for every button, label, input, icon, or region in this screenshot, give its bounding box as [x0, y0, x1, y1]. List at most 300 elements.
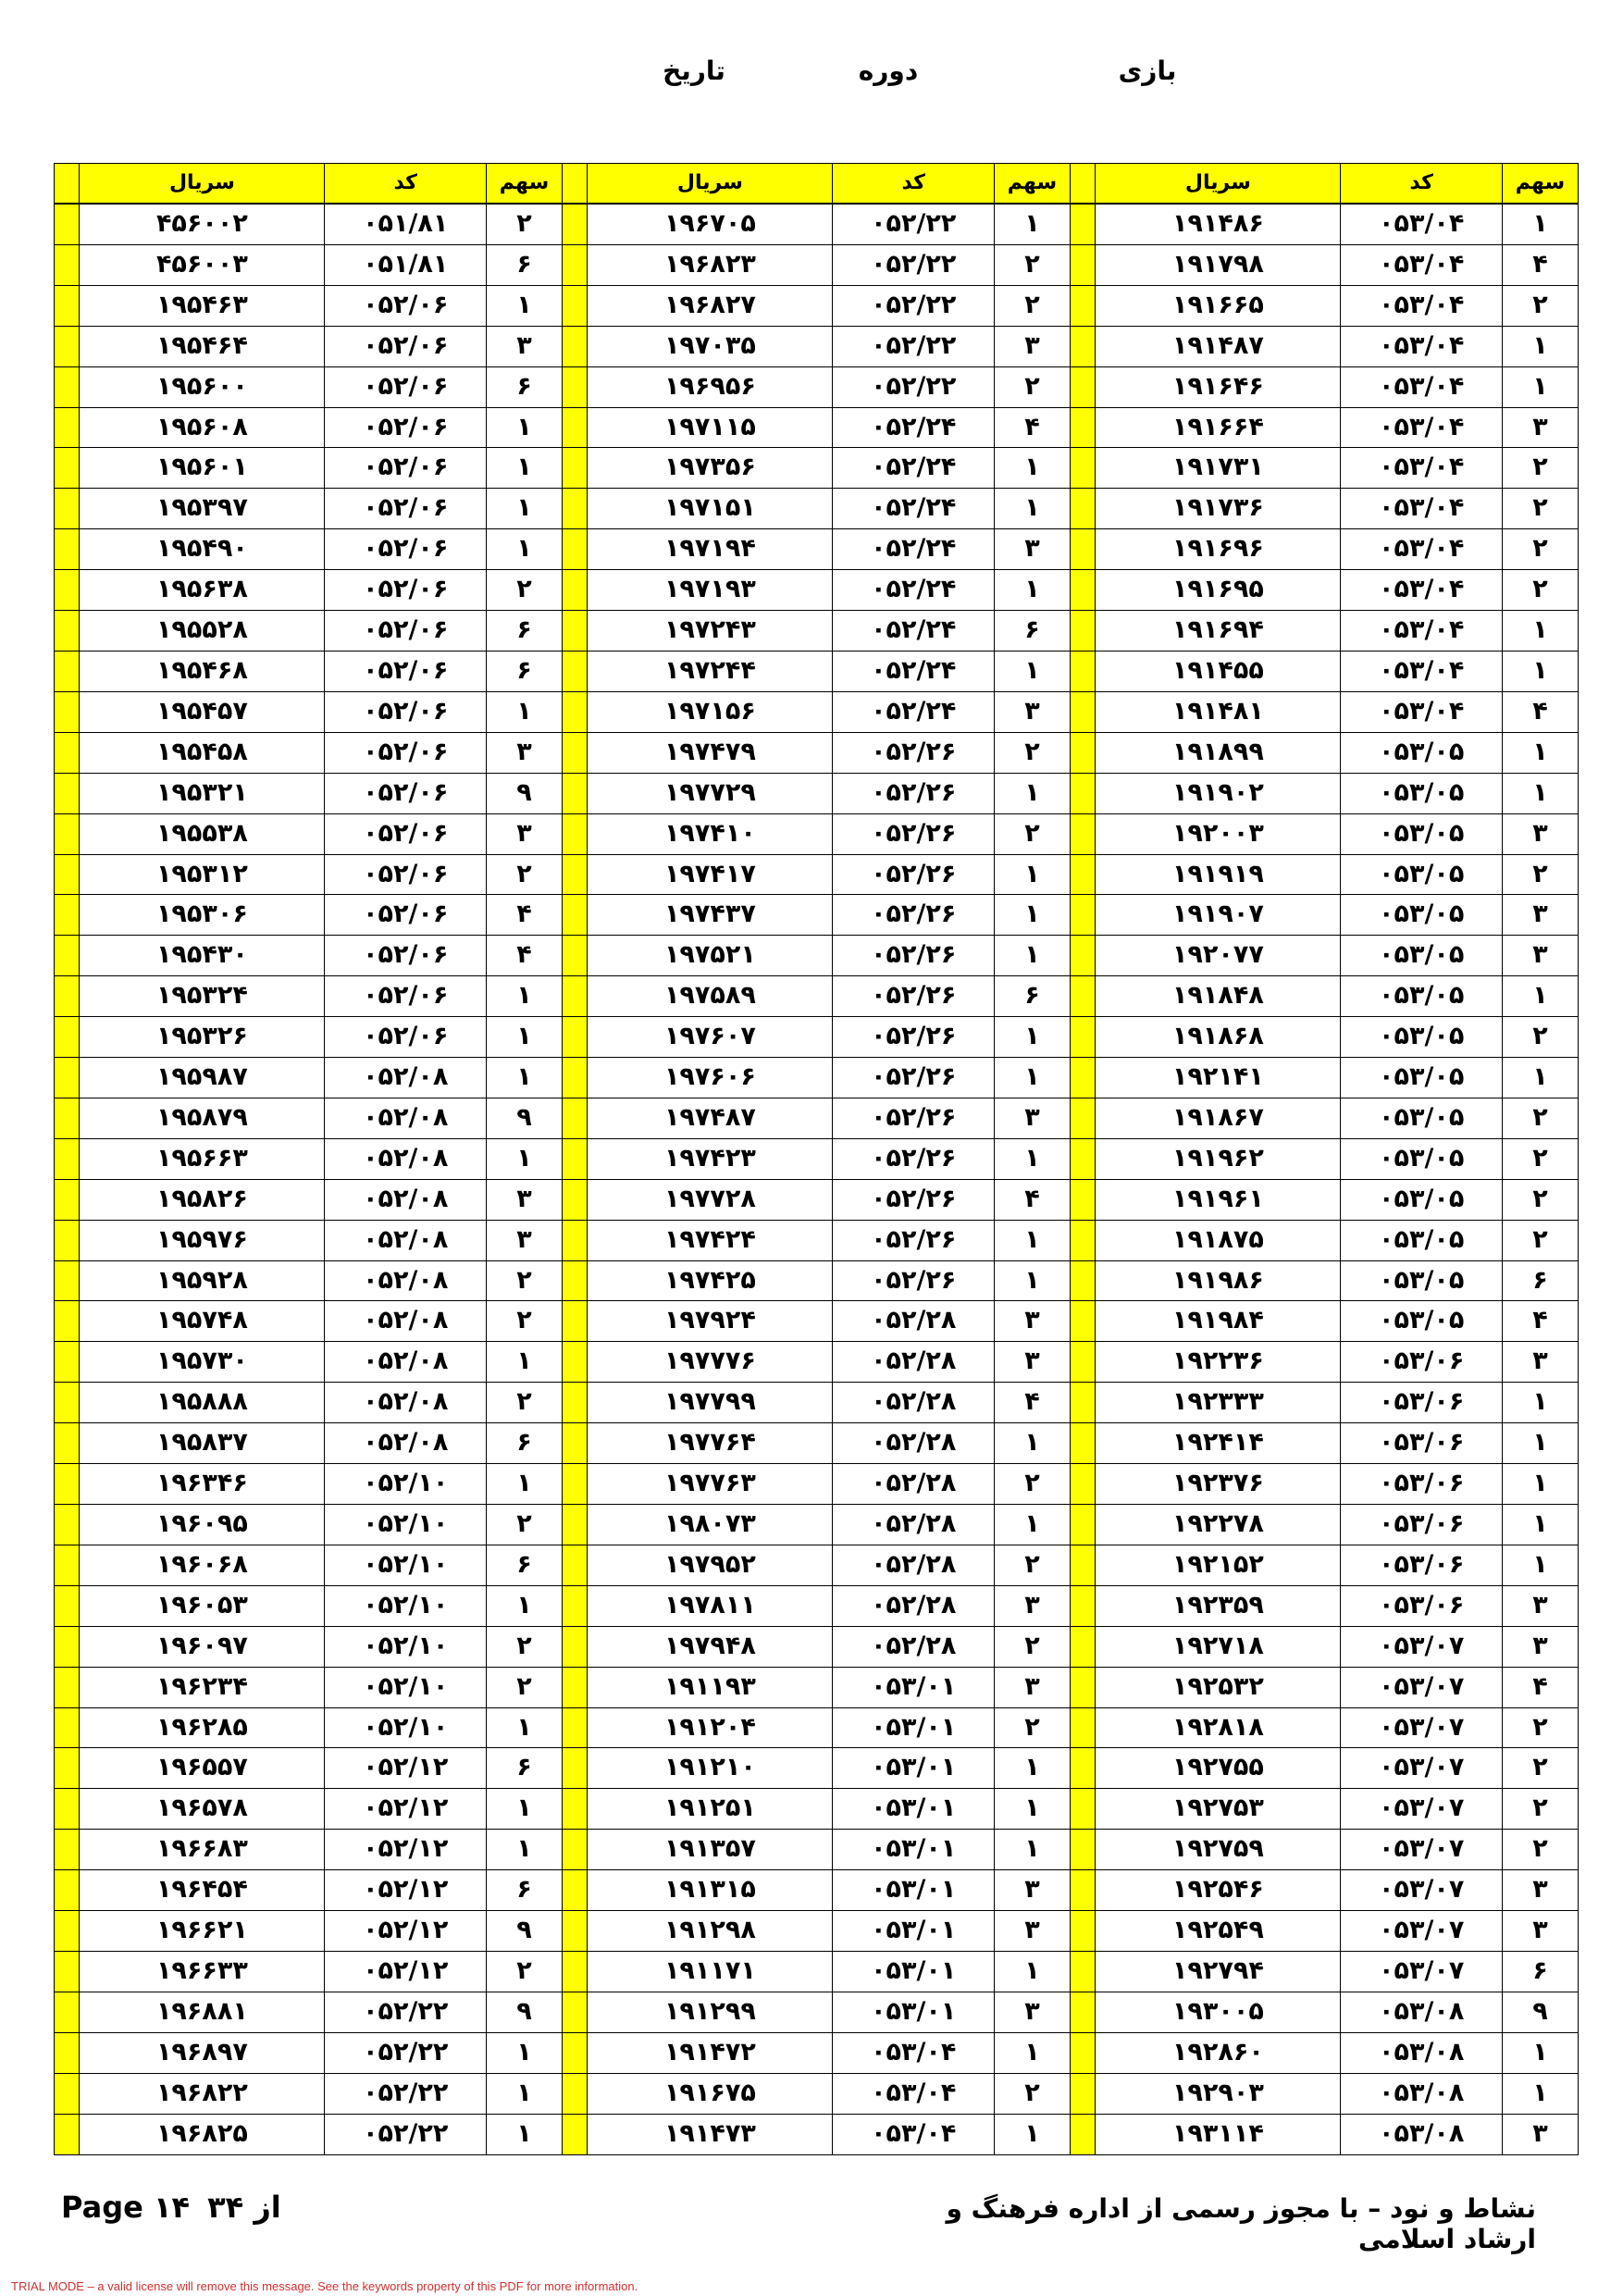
cell-share: ۳	[1502, 936, 1578, 976]
cell-code: ۰۵۲/۰۸	[325, 1423, 487, 1464]
cell-serial: ۱۹۷۷۶۳	[588, 1464, 833, 1505]
table-row	[55, 1748, 1579, 1789]
cell-code: ۰۵۲/۲۴	[833, 407, 995, 448]
page-number: ۱۴	[153, 2190, 190, 2225]
column-spacer	[1071, 773, 1096, 813]
column-spacer	[1071, 1464, 1096, 1505]
column-spacer	[55, 691, 80, 732]
cell-code: ۰۵۲/۰۶	[325, 813, 487, 854]
table-row	[55, 448, 1579, 489]
table-row	[55, 1260, 1579, 1301]
cell-code: ۰۵۳/۰۱	[833, 1951, 995, 1992]
cell-share: ۲	[1502, 1707, 1578, 1748]
column-spacer	[563, 813, 588, 854]
table-row	[55, 285, 1579, 326]
cell-serial: ۱۹۱۲۹۸	[588, 1911, 833, 1952]
cell-serial: ۱۹۷۲۴۴	[588, 651, 833, 691]
cell-code: ۰۵۳/۰۵	[1341, 1017, 1503, 1058]
cell-serial: ۱۹۷۵۸۹	[588, 976, 833, 1017]
cell-code: ۰۵۲/۰۶	[325, 651, 487, 691]
column-spacer	[55, 285, 80, 326]
column-spacer	[55, 326, 80, 366]
cell-code: ۰۵۲/۲۶	[833, 1058, 995, 1098]
column-spacer	[1071, 1423, 1096, 1464]
cell-serial: ۱۹۳۰۰۵	[1096, 1992, 1341, 2032]
cell-serial: ۱۹۱۹۶۲	[1096, 1138, 1341, 1179]
cell-code: ۰۵۲/۰۶	[325, 691, 487, 732]
cell-serial: ۱۹۱۶۶۴	[1096, 407, 1341, 448]
cell-code: ۰۵۳/۰۵	[1341, 813, 1503, 854]
cell-serial: ۱۹۸۰۷۳	[588, 1505, 833, 1545]
cell-share: ۱	[487, 2114, 563, 2154]
table-row	[55, 366, 1579, 407]
cell-share: ۶	[487, 1545, 563, 1585]
publisher-note: نشاط و نود – با مجوز رسمی از اداره فرهنگ و ارشاد اسلامی	[946, 2193, 1536, 2254]
cell-code: ۰۵۲/۰۶	[325, 285, 487, 326]
cell-share: ۱	[1502, 651, 1578, 691]
column-spacer	[563, 489, 588, 529]
column-spacer	[563, 1098, 588, 1138]
cell-share: ۱	[994, 1505, 1070, 1545]
cell-share: ۲	[487, 204, 563, 244]
cell-share: ۲	[1502, 529, 1578, 570]
game-label: بازی	[1118, 56, 1177, 86]
cell-code: ۰۵۳/۰۶	[1341, 1505, 1503, 1545]
cell-share: ۱	[487, 448, 563, 489]
cell-code: ۰۵۲/۰۶	[325, 976, 487, 1017]
cell-code: ۰۵۳/۰۵	[1341, 1260, 1503, 1301]
cell-share: ۱	[994, 204, 1070, 244]
cell-share: ۹	[487, 1911, 563, 1952]
column-spacer	[55, 570, 80, 611]
cell-serial: ۱۹۲۷۱۸	[1096, 1626, 1341, 1667]
cell-code: ۰۵۳/۰۴	[1341, 204, 1503, 244]
cell-code: ۰۵۲/۰۸	[325, 1058, 487, 1098]
cell-serial: ۱۹۲۲۳۶	[1096, 1342, 1341, 1383]
cell-code: ۰۵۲/۰۶	[325, 1017, 487, 1058]
cell-code: ۰۵۲/۰۸	[325, 1098, 487, 1138]
cell-share: ۳	[994, 1342, 1070, 1383]
cell-serial: ۱۹۱۹۰۲	[1096, 773, 1341, 813]
column-spacer	[563, 1789, 588, 1830]
cell-serial: ۱۹۱۱۷۱	[588, 1951, 833, 1992]
cell-code: ۰۵۳/۰۸	[1341, 2073, 1503, 2114]
cell-share: ۹	[487, 773, 563, 813]
column-spacer	[1071, 164, 1096, 205]
cell-serial: ۱۹۱۴۸۶	[1096, 204, 1341, 244]
column-spacer	[563, 1707, 588, 1748]
cell-serial: ۱۹۲۰۰۳	[1096, 813, 1341, 854]
cell-share: ۳	[994, 1301, 1070, 1342]
cell-share: ۹	[1502, 1992, 1578, 2032]
cell-share: ۱	[487, 1830, 563, 1870]
column-spacer	[55, 813, 80, 854]
cell-serial: ۱۹۱۶۴۶	[1096, 366, 1341, 407]
cell-serial: ۱۹۵۳۲۶	[80, 1017, 325, 1058]
cell-serial: ۱۹۷۱۹۴	[588, 529, 833, 570]
cell-share: ۳	[994, 1098, 1070, 1138]
table-row	[55, 529, 1579, 570]
column-spacer	[1071, 407, 1096, 448]
cell-serial: ۱۹۵۳۹۷	[80, 489, 325, 529]
cell-code: ۰۵۳/۰۶	[1341, 1464, 1503, 1505]
cell-share: ۶	[487, 244, 563, 285]
column-spacer	[1071, 1058, 1096, 1098]
cell-share: ۱	[994, 1951, 1070, 1992]
cell-share: ۲	[994, 1464, 1070, 1505]
column-spacer	[563, 1992, 588, 2032]
col-serial-header: سریال	[80, 164, 325, 205]
column-spacer	[563, 407, 588, 448]
cell-serial: ۱۹۵۶۶۳	[80, 1138, 325, 1179]
cell-code: ۰۵۲/۱۲	[325, 1748, 487, 1789]
cell-serial: ۱۹۷۸۱۱	[588, 1585, 833, 1626]
cell-code: ۰۵۳/۰۴	[1341, 529, 1503, 570]
cell-code: ۰۵۲/۱۰	[325, 1626, 487, 1667]
table-row	[55, 1911, 1579, 1952]
table-row	[55, 1585, 1579, 1626]
column-spacer	[55, 1017, 80, 1058]
cell-code: ۰۵۲/۲۶	[833, 1179, 995, 1220]
cell-code: ۰۵۳/۰۴	[833, 2073, 995, 2114]
column-spacer	[563, 1260, 588, 1301]
table-row	[55, 976, 1579, 1017]
cell-share: ۳	[1502, 895, 1578, 936]
cell-serial: ۱۹۷۷۷۶	[588, 1342, 833, 1383]
cell-share: ۲	[1502, 489, 1578, 529]
cell-serial: ۱۹۷۷۶۴	[588, 1423, 833, 1464]
column-spacer	[563, 854, 588, 895]
column-spacer	[563, 976, 588, 1017]
cell-code: ۰۵۲/۲۴	[833, 611, 995, 652]
cell-code: ۰۵۲/۲۶	[833, 813, 995, 854]
cell-share: ۲	[994, 1626, 1070, 1667]
cell-share: ۱	[1502, 1505, 1578, 1545]
cell-serial: ۱۹۷۴۷۹	[588, 732, 833, 773]
column-spacer	[563, 285, 588, 326]
cell-serial: ۱۹۷۱۵۶	[588, 691, 833, 732]
cell-share: ۲	[1502, 1138, 1578, 1179]
cell-share: ۲	[994, 244, 1070, 285]
column-spacer	[563, 1830, 588, 1870]
column-spacer	[55, 1383, 80, 1423]
cell-share: ۴	[1502, 244, 1578, 285]
cell-serial: ۱۹۱۶۹۵	[1096, 570, 1341, 611]
column-spacer	[55, 366, 80, 407]
cell-serial: ۱۹۱۸۷۵	[1096, 1220, 1341, 1260]
cell-serial: ۱۹۷۰۳۵	[588, 326, 833, 366]
cell-code: ۰۵۲/۲۸	[833, 1301, 995, 1342]
cell-share: ۱	[1502, 2032, 1578, 2073]
cell-code: ۰۵۲/۱۲	[325, 1789, 487, 1830]
cell-share: ۳	[1502, 2114, 1578, 2154]
column-spacer	[55, 1911, 80, 1952]
cell-serial: ۱۹۱۲۱۰	[588, 1748, 833, 1789]
cell-serial: ۱۹۶۸۹۷	[80, 2032, 325, 2073]
column-spacer	[563, 1179, 588, 1220]
column-spacer	[1071, 1098, 1096, 1138]
cell-code: ۰۵۲/۲۲	[325, 1992, 487, 2032]
cell-serial: ۱۹۵۸۲۶	[80, 1179, 325, 1220]
cell-code: ۰۵۲/۰۶	[325, 529, 487, 570]
cell-serial: ۱۹۷۴۳۷	[588, 895, 833, 936]
column-spacer	[55, 732, 80, 773]
cell-code: ۰۵۳/۰۴	[1341, 489, 1503, 529]
column-spacer	[563, 2032, 588, 2073]
column-spacer	[1071, 1911, 1096, 1952]
column-spacer	[1071, 691, 1096, 732]
cell-code: ۰۵۲/۱۲	[325, 1911, 487, 1952]
cell-serial: ۱۹۲۱۵۲	[1096, 1545, 1341, 1585]
cell-code: ۰۵۲/۰۶	[325, 732, 487, 773]
cell-share: ۶	[487, 611, 563, 652]
cell-share: ۱	[487, 1464, 563, 1505]
cell-serial: ۱۹۷۱۵۱	[588, 489, 833, 529]
column-spacer	[1071, 2073, 1096, 2114]
column-spacer	[55, 895, 80, 936]
cell-share: ۴	[1502, 691, 1578, 732]
cell-share: ۳	[994, 1585, 1070, 1626]
cell-share: ۱	[994, 936, 1070, 976]
cell-code: ۰۵۳/۰۴	[1341, 570, 1503, 611]
cell-code: ۰۵۳/۰۷	[1341, 1951, 1503, 1992]
cell-share: ۱	[487, 1789, 563, 1830]
cell-share: ۱	[994, 773, 1070, 813]
cell-serial: ۱۹۲۸۶۰	[1096, 2032, 1341, 2073]
column-spacer	[55, 1505, 80, 1545]
cell-serial: ۱۹۶۹۵۶	[588, 366, 833, 407]
cell-code: ۰۵۲/۰۶	[325, 611, 487, 652]
table-row	[55, 1098, 1579, 1138]
column-spacer	[1071, 936, 1096, 976]
cell-serial: ۱۹۷۹۵۲	[588, 1545, 833, 1585]
cell-code: ۰۵۳/۰۵	[1341, 1179, 1503, 1220]
cell-code: ۰۵۲/۲۶	[833, 1260, 995, 1301]
column-spacer	[55, 1301, 80, 1342]
cell-serial: ۱۹۵۳۰۶	[80, 895, 325, 936]
cell-share: ۶	[487, 1423, 563, 1464]
cell-share: ۱	[994, 2032, 1070, 2073]
cell-code: ۰۵۳/۰۵	[1341, 1058, 1503, 1098]
col-share-header: سهم	[1502, 164, 1578, 205]
column-spacer	[1071, 1179, 1096, 1220]
cell-serial: ۱۹۶۶۸۳	[80, 1830, 325, 1870]
col-serial-header: سریال	[1096, 164, 1341, 205]
cell-code: ۰۵۲/۲۸	[833, 1545, 995, 1585]
cell-code: ۰۵۳/۰۴	[1341, 651, 1503, 691]
cell-code: ۰۵۳/۰۵	[1341, 976, 1503, 1017]
table-row	[55, 1301, 1579, 1342]
cell-code: ۰۵۲/۲۶	[833, 895, 995, 936]
cell-code: ۰۵۲/۲۸	[833, 1585, 995, 1626]
cell-code: ۰۵۲/۰۶	[325, 489, 487, 529]
cell-share: ۲	[1502, 570, 1578, 611]
cell-share: ۲	[1502, 1017, 1578, 1058]
column-spacer	[1071, 1626, 1096, 1667]
col-code-header: کد	[325, 164, 487, 205]
cell-code: ۰۵۳/۰۷	[1341, 1911, 1503, 1952]
column-spacer	[563, 2114, 588, 2154]
cell-share: ۱	[994, 1058, 1070, 1098]
cell-code: ۰۵۲/۰۸	[325, 1260, 487, 1301]
cell-serial: ۱۹۱۱۹۳	[588, 1667, 833, 1707]
cell-share: ۳	[994, 529, 1070, 570]
cell-code: ۰۵۲/۲۴	[833, 651, 995, 691]
column-spacer	[55, 773, 80, 813]
table-row	[55, 1951, 1579, 1992]
column-spacer	[563, 1667, 588, 1707]
cell-serial: ۱۹۱۹۸۶	[1096, 1260, 1341, 1301]
cell-code: ۰۵۲/۲۲	[833, 285, 995, 326]
cell-serial: ۱۹۶۸۲۵	[80, 2114, 325, 2154]
cell-serial: ۱۹۷۹۴۸	[588, 1626, 833, 1667]
cell-share: ۲	[1502, 1179, 1578, 1220]
cell-share: ۱	[994, 1748, 1070, 1789]
cell-serial: ۱۹۵۷۴۸	[80, 1301, 325, 1342]
cell-code: ۰۵۲/۲۸	[833, 1342, 995, 1383]
column-spacer	[1071, 1017, 1096, 1058]
cell-share: ۱	[487, 1342, 563, 1383]
cell-code: ۰۵۳/۰۵	[1341, 895, 1503, 936]
column-spacer	[1071, 1667, 1096, 1707]
cell-code: ۰۵۳/۰۴	[1341, 407, 1503, 448]
column-spacer	[55, 529, 80, 570]
cell-serial: ۴۵۶۰۰۲	[80, 204, 325, 244]
cell-code: ۰۵۲/۱۰	[325, 1505, 487, 1545]
column-spacer	[563, 1585, 588, 1626]
column-spacer	[563, 1870, 588, 1911]
cell-code: ۰۵۲/۱۲	[325, 1870, 487, 1911]
cell-serial: ۱۹۲۳۵۹	[1096, 1585, 1341, 1626]
cell-share: ۲	[1502, 448, 1578, 489]
cell-serial: ۱۹۲۵۴۶	[1096, 1870, 1341, 1911]
cell-share: ۲	[994, 813, 1070, 854]
column-spacer	[1071, 1301, 1096, 1342]
column-spacer	[55, 1545, 80, 1585]
column-spacer	[1071, 1545, 1096, 1585]
cell-share: ۲	[994, 1707, 1070, 1748]
cell-share: ۱	[487, 1138, 563, 1179]
cell-share: ۲	[487, 1301, 563, 1342]
table-row	[55, 773, 1579, 813]
cell-share: ۳	[994, 691, 1070, 732]
cell-serial: ۱۹۶۴۵۴	[80, 1870, 325, 1911]
column-spacer	[563, 1017, 588, 1058]
column-spacer	[55, 976, 80, 1017]
column-spacer	[55, 1342, 80, 1383]
cell-code: ۰۵۲/۲۸	[833, 1505, 995, 1545]
column-spacer	[1071, 1830, 1096, 1870]
cell-share: ۱	[1502, 1423, 1578, 1464]
cell-serial: ۱۹۱۷۳۶	[1096, 489, 1341, 529]
table-row	[55, 1707, 1579, 1748]
cell-code: ۰۵۲/۱۰	[325, 1707, 487, 1748]
cell-serial: ۱۹۵۵۳۸	[80, 813, 325, 854]
column-spacer	[1071, 651, 1096, 691]
cell-share: ۱	[487, 1707, 563, 1748]
cell-share: ۲	[1502, 1830, 1578, 1870]
column-spacer	[55, 1179, 80, 1220]
column-spacer	[55, 1789, 80, 1830]
table-row	[55, 204, 1579, 244]
cell-code: ۰۵۲/۰۶	[325, 326, 487, 366]
cell-serial: ۱۹۵۷۳۰	[80, 1342, 325, 1383]
table-row	[55, 1789, 1579, 1830]
cell-serial: ۱۹۶۸۸۱	[80, 1992, 325, 2032]
column-spacer	[563, 570, 588, 611]
cell-share: ۱	[1502, 1383, 1578, 1423]
cell-serial: ۱۹۱۹۰۷	[1096, 895, 1341, 936]
cell-code: ۰۵۲/۱۰	[325, 1667, 487, 1707]
cell-code: ۰۵۲/۰۶	[325, 936, 487, 976]
cell-code: ۰۵۳/۰۷	[1341, 1789, 1503, 1830]
cell-share: ۱	[994, 570, 1070, 611]
table-row	[55, 1058, 1579, 1098]
cell-code: ۰۵۳/۰۴	[1341, 611, 1503, 652]
cell-serial: ۱۹۱۶۶۵	[1096, 285, 1341, 326]
column-spacer	[563, 895, 588, 936]
column-spacer	[563, 1748, 588, 1789]
cell-code: ۰۵۳/۰۸	[1341, 1992, 1503, 2032]
table-row	[55, 1342, 1579, 1383]
column-spacer	[55, 854, 80, 895]
cell-share: ۳	[1502, 1911, 1578, 1952]
column-spacer	[55, 1870, 80, 1911]
cell-share: ۲	[994, 2073, 1070, 2114]
cell-serial: ۱۹۱۹۱۹	[1096, 854, 1341, 895]
table-row	[55, 1220, 1579, 1260]
cell-serial: ۱۹۱۲۰۴	[588, 1707, 833, 1748]
cell-share: ۳	[487, 1220, 563, 1260]
cell-code: ۰۵۳/۰۴	[833, 2114, 995, 2154]
cell-serial: ۱۹۶۸۲۳	[588, 244, 833, 285]
column-spacer	[55, 164, 80, 205]
cell-code: ۰۵۲/۲۶	[833, 936, 995, 976]
cell-serial: ۱۹۷۱۹۳	[588, 570, 833, 611]
cell-code: ۰۵۳/۰۱	[833, 1789, 995, 1830]
cell-serial: ۱۹۵۹۸۷	[80, 1058, 325, 1098]
cell-share: ۶	[994, 976, 1070, 1017]
cell-code: ۰۵۲/۲۶	[833, 773, 995, 813]
cell-share: ۳	[994, 1870, 1070, 1911]
cell-code: ۰۵۳/۰۶	[1341, 1545, 1503, 1585]
cell-share: ۴	[994, 407, 1070, 448]
cell-serial: ۱۹۱۴۸۷	[1096, 326, 1341, 366]
cell-share: ۱	[994, 1017, 1070, 1058]
cell-serial: ۱۹۱۸۹۹	[1096, 732, 1341, 773]
column-spacer	[1071, 611, 1096, 652]
column-spacer	[563, 1220, 588, 1260]
cell-share: ۳	[1502, 1342, 1578, 1383]
page-word: Page	[61, 2190, 143, 2225]
cell-code: ۰۵۳/۰۵	[1341, 1301, 1503, 1342]
cell-code: ۰۵۲/۱۲	[325, 1951, 487, 1992]
cell-serial: ۱۹۷۴۸۷	[588, 1098, 833, 1138]
column-spacer	[55, 611, 80, 652]
cell-code: ۰۵۲/۰۸	[325, 1342, 487, 1383]
table-row	[55, 2073, 1579, 2114]
cell-serial: ۱۹۵۹۲۸	[80, 1260, 325, 1301]
cell-code: ۰۵۲/۲۸	[833, 1383, 995, 1423]
cell-code: ۰۵۱/۸۱	[325, 244, 487, 285]
column-spacer	[563, 1058, 588, 1098]
table-row	[55, 936, 1579, 976]
cell-share: ۲	[1502, 1220, 1578, 1260]
cell-serial: ۱۹۶۵۵۷	[80, 1748, 325, 1789]
table-row	[55, 1830, 1579, 1870]
cell-serial: ۱۹۵۶۰۱	[80, 448, 325, 489]
table-row	[55, 1626, 1579, 1667]
